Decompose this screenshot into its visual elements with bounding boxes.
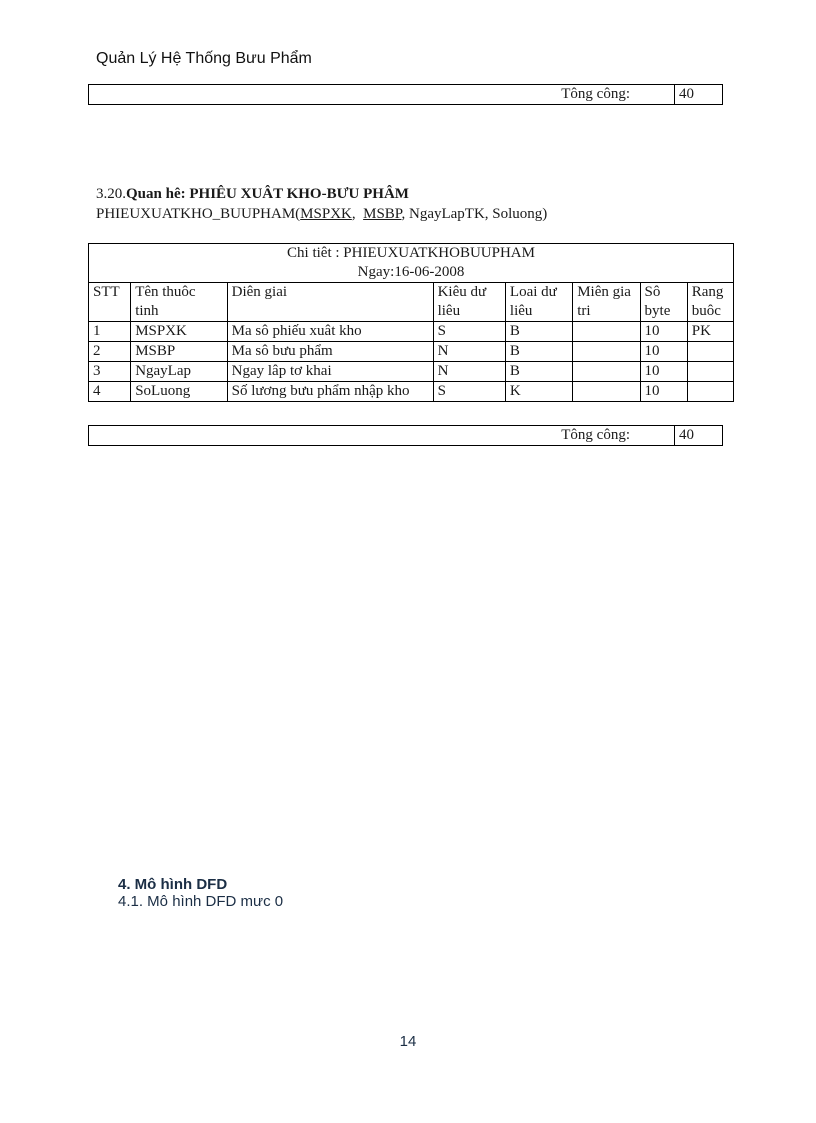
table-cell: [687, 362, 733, 382]
subsection-heading: 4.1. Mô hình DFD mưc 0: [118, 893, 284, 910]
table-cell: MSPXK: [131, 322, 227, 342]
header-cell: Tên thuôc tinh: [131, 283, 227, 322]
table-cell: Ngay lâp tơ khai: [227, 362, 433, 382]
relation-name: PHIÊU XUÂT KHO-BƯU PHÂM: [189, 186, 409, 202]
header-row: [89, 283, 734, 322]
total-value: 40: [675, 426, 723, 446]
table-row: [89, 362, 734, 382]
table-cell: NgayLap: [131, 362, 227, 382]
table-cell: 3: [89, 362, 131, 382]
relation-label: Quan hê:: [126, 186, 190, 202]
table-cell: 10: [640, 322, 687, 342]
table-cell: 10: [640, 342, 687, 362]
table-cell: Ma sô phiếu xuât kho: [227, 322, 433, 342]
caption-line-1: Chi tiêt : PHIEUXUATKHOBUUPHAM: [287, 245, 535, 261]
table-cell: [573, 382, 640, 402]
table-cell: K: [505, 382, 572, 402]
total-value: 40: [675, 85, 723, 105]
table-cell: N: [433, 342, 505, 362]
header-cell: Rang buôc: [687, 283, 733, 322]
schema-rest: , NgayLapTK, Soluong): [401, 206, 548, 222]
table-cell: S: [433, 322, 505, 342]
table-cell: [573, 322, 640, 342]
page-header: Quản Lý Hệ Thống Bưu Phẩm: [96, 50, 312, 67]
table-row: [89, 342, 734, 362]
table-cell: SoLuong: [131, 382, 227, 402]
table-cell: Số lương bưu phẩm nhập kho: [227, 382, 433, 402]
table-cell: N: [433, 362, 505, 382]
header-cell: Sô byte: [640, 283, 687, 322]
detail-table: [88, 243, 734, 402]
table-cell: B: [505, 322, 572, 342]
table-cell: [573, 362, 640, 382]
relation-title: [96, 186, 409, 203]
header-cell: Diên giai: [227, 283, 433, 322]
previous-table-total: [88, 84, 723, 105]
section-4: [118, 876, 283, 910]
table-row: [89, 382, 734, 402]
table-cell: PK: [687, 322, 733, 342]
header-cell: Kiêu dư liêu: [433, 283, 505, 322]
header-cell: Loai dư liêu: [505, 283, 572, 322]
table-row: [89, 322, 734, 342]
header-cell: Miên gia tri: [573, 283, 640, 322]
table-cell: Ma sô bưu phẩm: [227, 342, 433, 362]
caption-line-2: Ngay:16-06-2008: [357, 264, 465, 280]
section-heading: 4. Mô hình DFD: [118, 876, 228, 893]
total-label: Tông công:: [89, 85, 675, 105]
total-label: Tông công:: [89, 426, 675, 446]
table-cell: [687, 382, 733, 402]
relation-number: 3.20.: [96, 186, 126, 202]
table-cell: 10: [640, 382, 687, 402]
table-cell: B: [505, 342, 572, 362]
table-cell: 1: [89, 322, 131, 342]
table-cell: [687, 342, 733, 362]
page-number: 14: [399, 1033, 417, 1050]
table-cell: 4: [89, 382, 131, 402]
table-cell: MSBP: [131, 342, 227, 362]
primary-key-mspxk: MSPXK: [300, 206, 352, 222]
detail-table-total: [88, 425, 723, 446]
table-cell: 2: [89, 342, 131, 362]
relation-schema: [96, 206, 547, 223]
table-cell: S: [433, 382, 505, 402]
table-cell: B: [505, 362, 572, 382]
table-cell: [573, 342, 640, 362]
table-cell: 10: [640, 362, 687, 382]
schema-separator: ,: [351, 206, 364, 222]
header-cell: STT: [89, 283, 131, 322]
schema-prefix: PHIEUXUATKHO_BUUPHAM(: [96, 206, 301, 222]
primary-key-msbp: MSBP: [363, 206, 402, 222]
detail-caption: [89, 244, 734, 283]
